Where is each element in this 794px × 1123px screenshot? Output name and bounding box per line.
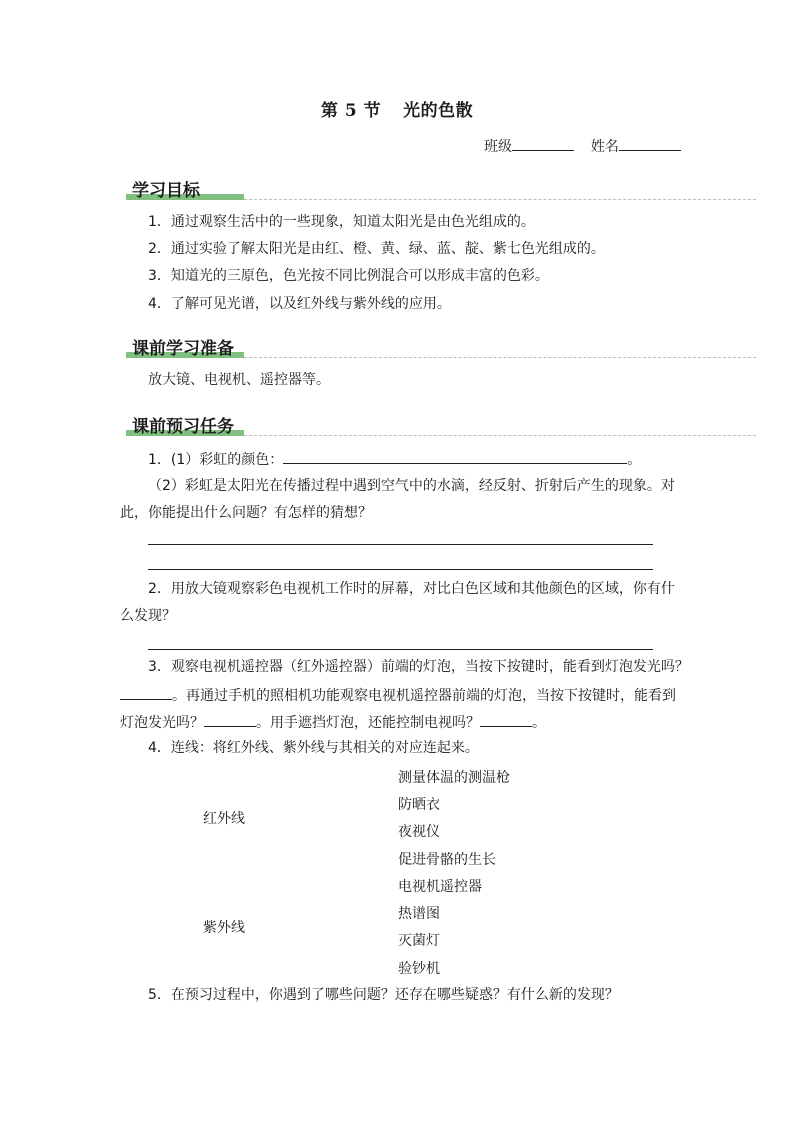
- goal-item: 1．通过观察生活中的一些现象，知道太阳光是由色光组成的。: [148, 214, 535, 230]
- answer-blank[interactable]: [204, 712, 256, 727]
- question-1b-line: 此，你能提出什么问题？有怎样的猜想？: [120, 505, 372, 521]
- name-field[interactable]: [619, 136, 681, 151]
- heading-divider: [244, 357, 756, 358]
- title-text: 光的色散: [403, 101, 474, 121]
- question-1b-line: （2）彩虹是太阳光在传播过程中遇到空气中的水滴，经反射、折射后产生的现象。对: [148, 478, 675, 494]
- goal-item: 3．知道光的三原色，色光按不同比例混合可以形成丰富的色彩。: [148, 268, 549, 284]
- answer-line[interactable]: [148, 649, 653, 650]
- right-item[interactable]: 测量体温的测温枪: [398, 770, 510, 786]
- question-3-line: [120, 685, 676, 705]
- question-text: 。用手遮挡灯泡，还能控制电视吗？: [256, 715, 480, 731]
- right-item[interactable]: 夜视仪: [398, 824, 440, 840]
- question-2-line: 2．用放大镜观察彩色电视机工作时的屏幕，对比白色区域和其他颜色的区域，你有什: [148, 581, 675, 597]
- question-3-line: 3．观察电视机遥控器（红外遥控器）前端的灯泡，当按下按键时，能看到灯泡发光吗？: [148, 659, 689, 675]
- class-label: 班级: [484, 139, 512, 155]
- right-item[interactable]: 验钞机: [398, 961, 440, 977]
- question-1a: [148, 449, 641, 469]
- heading-label: 课前学习准备: [132, 339, 234, 359]
- answer-blank[interactable]: [120, 685, 172, 700]
- question-3-line: [120, 712, 546, 732]
- heading-divider: [244, 435, 756, 436]
- answer-blank[interactable]: [480, 712, 532, 727]
- heading-label: 课前预习任务: [132, 417, 234, 437]
- goal-item: 2．通过实验了解太阳光是由红、橙、黄、绿、蓝、靛、紫七色光组成的。: [148, 241, 605, 257]
- prep-text: 放大镜、电视机、遥控器等。: [148, 372, 330, 388]
- left-item-infrared[interactable]: 红外线: [203, 811, 245, 827]
- question-text: 灯泡发光吗？: [120, 715, 204, 731]
- section-number: 第 5 节: [320, 101, 382, 121]
- answer-blank[interactable]: [283, 449, 627, 464]
- right-item[interactable]: 灭菌灯: [398, 933, 440, 949]
- answer-line[interactable]: [148, 544, 653, 545]
- left-item-ultraviolet[interactable]: 紫外线: [203, 920, 245, 936]
- right-item[interactable]: 防晒衣: [398, 797, 440, 813]
- heading-label: 学习目标: [132, 181, 200, 201]
- question-suffix: 。: [532, 715, 546, 731]
- question-suffix: 。: [627, 452, 642, 468]
- question-4: 4．连线：将红外线、紫外线与其相关的对应连起来。: [148, 740, 479, 756]
- goal-item: 4．了解可见光谱，以及红外线与紫外线的应用。: [148, 296, 451, 312]
- question-text: 。再通过手机的照相机功能观察电视机遥控器前端的灯泡，当按下按键时，能看到: [172, 688, 676, 704]
- student-info: [484, 136, 681, 156]
- heading-divider: [244, 199, 756, 200]
- question-5: 5．在预习过程中，你遇到了哪些问题？还存在哪些疑惑？有什么新的发现？: [148, 987, 619, 1003]
- right-item[interactable]: 促进骨骼的生长: [398, 852, 496, 868]
- question-text: 1．(1）彩虹的颜色：: [148, 452, 284, 468]
- question-2-line: 么发现？: [120, 608, 176, 624]
- page-title: [0, 96, 794, 121]
- name-label: 姓名: [590, 139, 619, 155]
- class-field[interactable]: [512, 136, 574, 151]
- right-item[interactable]: 热谱图: [398, 906, 440, 922]
- answer-line[interactable]: [148, 569, 653, 570]
- right-item[interactable]: 电视机遥控器: [398, 879, 482, 895]
